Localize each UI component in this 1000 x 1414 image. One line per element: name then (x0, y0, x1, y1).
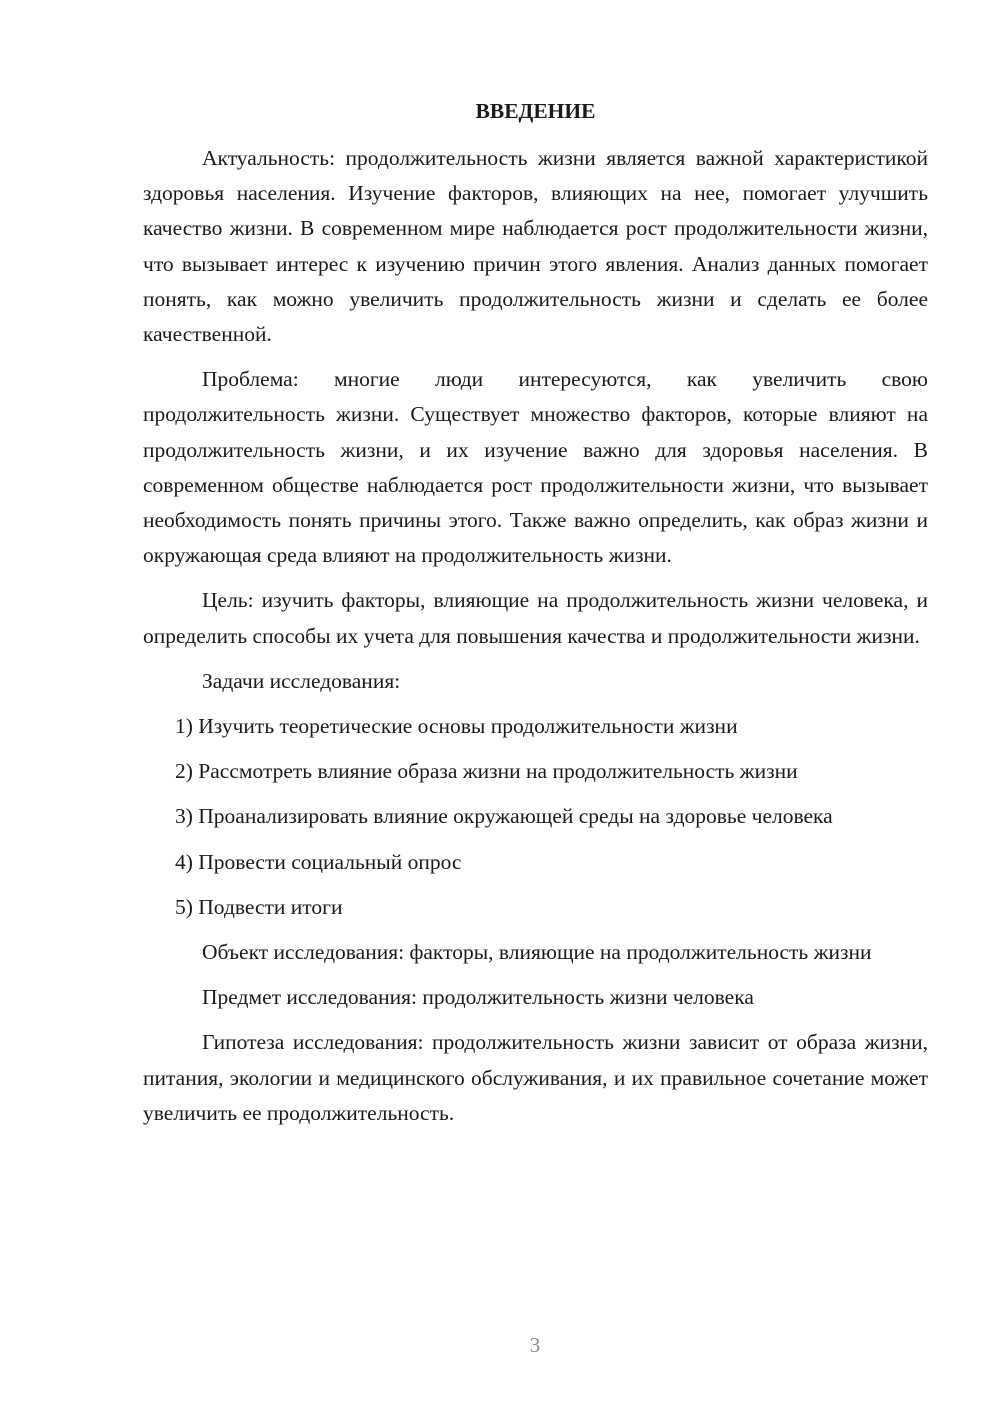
subject-paragraph: Предмет исследования: продолжительность жизни человека (202, 985, 754, 1010)
relevance-paragraph: Актуальность: продолжительность жизни является важной характеристикой здоровья населения. Изучение факторов, влияющих на нее, помогает улучшить качество жизни. В современном мире наблюдается рост продолжительности жизни, что вызывает интерес к изучению причин этого явления. Анализ данных помогает понять, как можно увеличить продолжительность жизни и сделать ее более качественной. (143, 146, 928, 347)
tasks-list (143, 709, 928, 925)
task-item: 1) Изучить теоретические основы продолжительности жизни (175, 714, 738, 739)
object-paragraph: Объект исследования: факторы, влияющие на продолжительность жизни (202, 940, 872, 965)
tasks-title: Задачи исследования: (202, 668, 401, 693)
document-page (143, 94, 928, 1141)
goal-paragraph: Цель: изучить факторы, влияющие на продолжительность жизни человека, и определить способы их учета для повышения качества и продолжительности жизни. (143, 588, 928, 648)
section-heading: ВВЕДЕНИЕ (475, 99, 596, 123)
page-number: 3 (529, 1333, 541, 1357)
task-item: 5) Подвести итоги (175, 894, 343, 919)
task-item: 2) Рассмотреть влияние образа жизни на продолжительность жизни (175, 759, 798, 784)
task-item: 3) Проанализировать влияние окружающей среды на здоровье человека (175, 804, 833, 829)
task-item: 4) Провести социальный опрос (175, 849, 462, 874)
problem-paragraph: Проблема: многие люди интересуются, как увеличить свою продолжительность жизни. Существует множество факторов, которые влияют на продолжительность жизни, и их изучение важно для здоровья населения. В современном обществе наблюдается рост продолжительности жизни, что вызывает необходимость понять причины этого. Также важно определить, как образ жизни и окружающая среда влияют на продолжительность жизни. (143, 367, 928, 568)
hypothesis-paragraph: Гипотеза исследования: продолжительность жизни зависит от образа жизни, питания, экологии и медицинского обслуживания, и их правильное сочетание может увеличить ее продолжительность. (143, 1030, 928, 1125)
